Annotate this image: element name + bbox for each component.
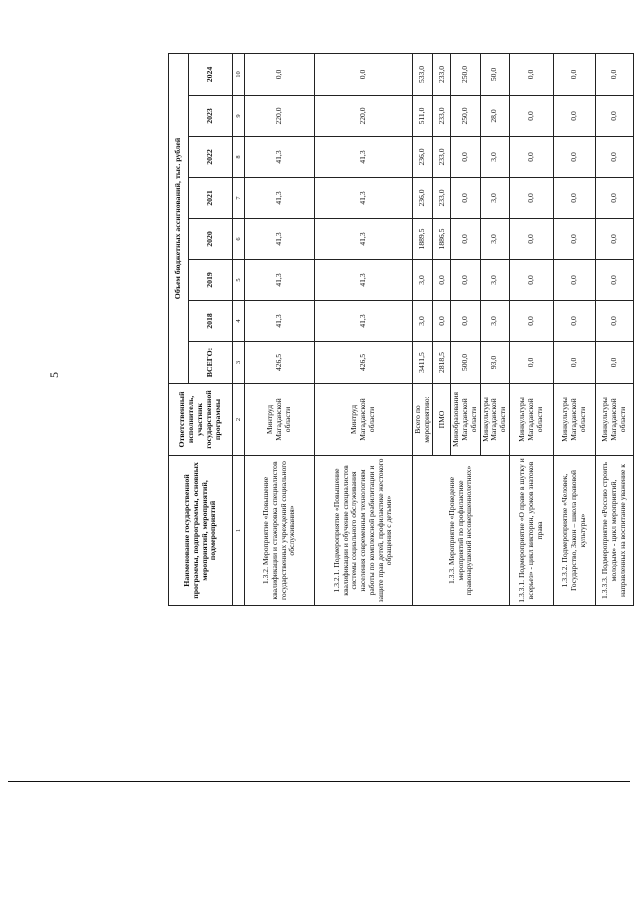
row-name: 1.3.2.1. Подмероприятие «Повышение квалификации и обучение специалистов системы социального обслуживания населения современным технологиям работы по комплексной реабилитации и защите прав детей, профилактике жестокого обращения с детьми» [315, 456, 413, 606]
row-name: 1.3.3.3. Подмероприятие «Россию строить молодым» - цикл мероприятий, направленных на воспитание уважение к [595, 456, 633, 606]
header-year: 2021 [189, 178, 233, 219]
value-cell: 3,0 [480, 219, 509, 260]
header-total: ВСЕГО: [189, 342, 233, 384]
value-cell: 41,3 [245, 178, 315, 219]
table-row [553, 53, 595, 605]
value-cell: 41,3 [315, 301, 413, 342]
column-number: 10 [233, 53, 245, 95]
row-name: 1.3.3.1. Подмероприятие «О праве в шутку и всерьез» - цикл викторин, уроков знатоков права [509, 456, 553, 606]
column-number: 3 [233, 342, 245, 384]
table-row [315, 53, 413, 605]
value-cell: 0,0 [315, 53, 413, 95]
page-number: 5 [47, 372, 61, 378]
value-cell: 426,5 [245, 342, 315, 384]
value-cell: 41,3 [245, 301, 315, 342]
value-cell: 0,0 [433, 260, 451, 301]
value-cell: 41,3 [245, 219, 315, 260]
value-cell: 0,0 [245, 53, 315, 95]
value-cell: 250,0 [451, 53, 480, 95]
value-cell: 0,0 [509, 342, 553, 384]
table-row [245, 53, 315, 605]
value-cell: 233,0 [433, 96, 451, 137]
value-cell: 3,0 [480, 260, 509, 301]
page-divider [8, 781, 630, 782]
value-cell: 0,0 [553, 178, 595, 219]
header-name: Наименование государственной программы, подпрограммы, основных мероприятий, мероприятий, подмероприятий [169, 456, 233, 606]
value-cell: 220,0 [245, 96, 315, 137]
value-cell: 28,0 [480, 96, 509, 137]
value-cell: 0,0 [553, 53, 595, 95]
row-executor: Минобразования Магаданской области [451, 384, 480, 456]
value-cell: 0,0 [451, 178, 480, 219]
value-cell: 0,0 [509, 53, 553, 95]
value-cell: 0,0 [509, 219, 553, 260]
value-cell: 250,0 [451, 96, 480, 137]
header-budget-group: Объем бюджетных ассигнований, тыс. рублей [169, 53, 189, 383]
budget-table-container [168, 54, 627, 606]
header-year: 2023 [189, 96, 233, 137]
value-cell: 41,3 [315, 178, 413, 219]
value-cell: 0,0 [451, 219, 480, 260]
value-cell: 0,0 [595, 342, 633, 384]
column-number: 9 [233, 96, 245, 137]
value-cell: 3411,5 [413, 342, 433, 384]
budget-table [168, 53, 634, 606]
value-cell: 0,0 [553, 260, 595, 301]
row-executor: Минтруд Магаданской области [245, 384, 315, 456]
value-cell: 3,0 [413, 301, 433, 342]
row-name: 1.3.2. Мероприятие «Повышение квалификации и стажировка специалистов государственных учреждений социального обслуживания» [245, 456, 315, 606]
table-row [413, 53, 433, 605]
row-name: 1.3.3. Мероприятие «Проведение мероприятий по профилактике правонарушений несовершеннолетних» [413, 456, 510, 606]
column-number: 8 [233, 137, 245, 178]
value-cell: 3,0 [480, 301, 509, 342]
rotated-table-frame [168, 54, 627, 606]
value-cell: 233,0 [433, 178, 451, 219]
value-cell: 0,0 [553, 96, 595, 137]
column-number: 5 [233, 260, 245, 301]
value-cell: 0,0 [553, 342, 595, 384]
value-cell: 3,0 [413, 260, 433, 301]
row-executor: Минкультуры Магаданской области [595, 384, 633, 456]
value-cell: 0,0 [595, 260, 633, 301]
value-cell: 50,0 [480, 53, 509, 95]
value-cell: 0,0 [509, 137, 553, 178]
value-cell: 236,0 [413, 137, 433, 178]
header-year: 2019 [189, 260, 233, 301]
value-cell: 1886,5 [433, 219, 451, 260]
value-cell: 236,0 [413, 178, 433, 219]
row-executor: Всего по мероприятию: [413, 384, 433, 456]
value-cell: 41,3 [245, 260, 315, 301]
header-year: 2024 [189, 53, 233, 95]
value-cell: 0,0 [553, 219, 595, 260]
row-executor: Минкультуры Магаданской области [480, 384, 509, 456]
value-cell: 0,0 [451, 301, 480, 342]
value-cell: 511,0 [413, 96, 433, 137]
value-cell: 0,0 [595, 53, 633, 95]
row-executor: Минтруд Магаданской области [315, 384, 413, 456]
value-cell: 500,0 [451, 342, 480, 384]
header-year: 2018 [189, 301, 233, 342]
column-number: 4 [233, 301, 245, 342]
value-cell: 1889,5 [413, 219, 433, 260]
column-number: 1 [233, 456, 245, 606]
value-cell: 41,3 [245, 137, 315, 178]
row-name: 1.3.3.2. Подмероприятие «Человек, Государство, Закон – школа правовой культуры» [553, 456, 595, 606]
value-cell: 0,0 [433, 301, 451, 342]
value-cell: 0,0 [509, 178, 553, 219]
value-cell: 0,0 [451, 260, 480, 301]
value-cell: 3,0 [480, 178, 509, 219]
row-executor: Минкультуры Магаданской области [553, 384, 595, 456]
column-number: 6 [233, 219, 245, 260]
value-cell: 0,0 [553, 301, 595, 342]
column-number: 7 [233, 178, 245, 219]
table-row [595, 53, 633, 605]
table-row [509, 53, 553, 605]
value-cell: 0,0 [595, 96, 633, 137]
row-executor: ПМО [433, 384, 451, 456]
header-year: 2020 [189, 219, 233, 260]
value-cell: 41,3 [315, 260, 413, 301]
value-cell: 3,0 [480, 137, 509, 178]
header-executor: Ответственный исполнитель, участник государственной программы [169, 384, 233, 456]
value-cell: 0,0 [595, 137, 633, 178]
value-cell: 41,3 [315, 137, 413, 178]
value-cell: 2818,5 [433, 342, 451, 384]
value-cell: 0,0 [595, 219, 633, 260]
value-cell: 233,0 [433, 137, 451, 178]
value-cell: 533,0 [413, 53, 433, 95]
header-year: 2022 [189, 137, 233, 178]
value-cell: 0,0 [595, 178, 633, 219]
value-cell: 0,0 [509, 301, 553, 342]
value-cell: 0,0 [509, 260, 553, 301]
row-executor: Минкультуры Магаданской области [509, 384, 553, 456]
value-cell: 41,3 [315, 219, 413, 260]
value-cell: 0,0 [553, 137, 595, 178]
column-number: 2 [233, 384, 245, 456]
value-cell: 93,0 [480, 342, 509, 384]
value-cell: 0,0 [595, 301, 633, 342]
column-number-row [233, 53, 245, 605]
value-cell: 0,0 [451, 137, 480, 178]
value-cell: 0,0 [509, 96, 553, 137]
value-cell: 220,0 [315, 96, 413, 137]
value-cell: 426,5 [315, 342, 413, 384]
value-cell: 233,0 [433, 53, 451, 95]
